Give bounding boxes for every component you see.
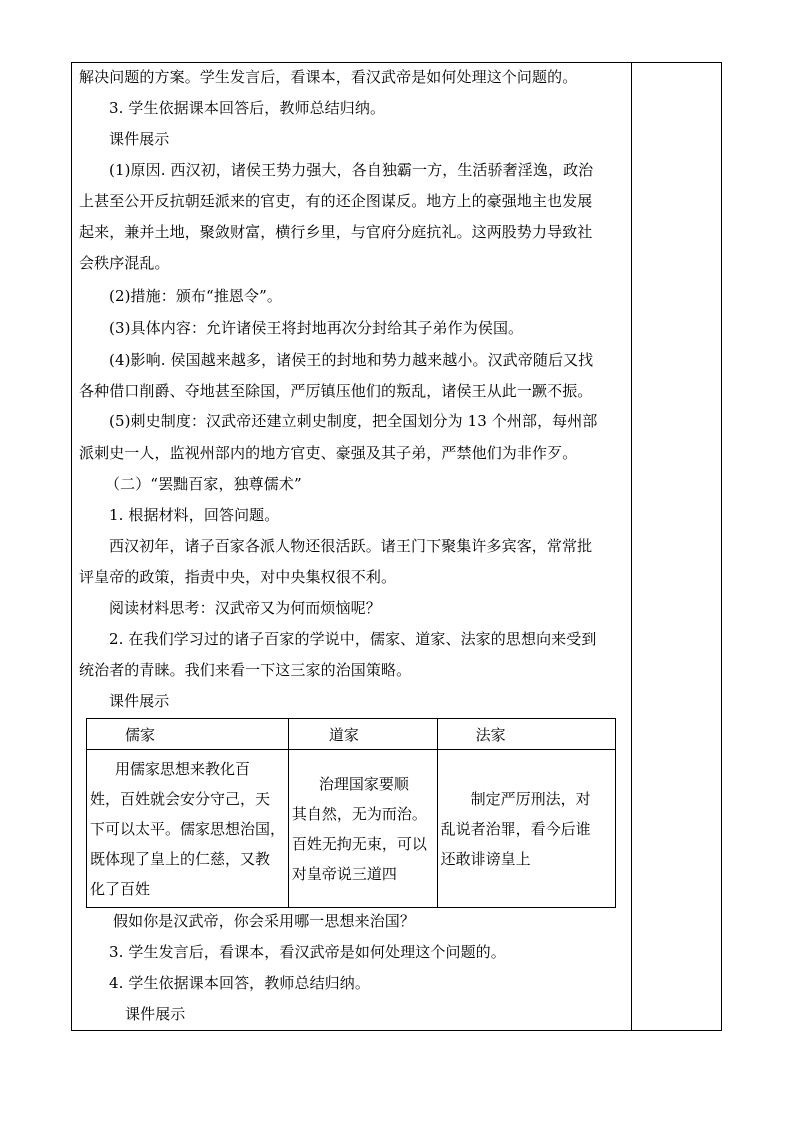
text-line: 评皇帝的政策，指责中央，对中央集权很不利。: [79, 568, 397, 586]
text-line: (3)具体内容：允许诸侯王将封地再次分封给其子弟作为侯国。: [109, 319, 524, 337]
header-cell-ru: [87, 719, 289, 750]
text-line: 课件展示: [125, 1005, 186, 1023]
text-line: (2)措施：颁布“推恩令”。: [109, 287, 282, 305]
text-line: 派刺史一人，监视州部内的地方官吏、豪强及其子弟，严禁他们为非作歹。: [79, 444, 578, 462]
header-cell-dao: [288, 719, 437, 750]
section-heading: （二）“罢黜百家，独尊儒术”: [105, 475, 302, 493]
text-line: 3. 学生依据课本回答后，教师总结归纳。: [109, 99, 386, 117]
text-line: 统治者的青睐。我们来看一下这三家的治国策略。: [79, 661, 412, 679]
schools-comparison-table: [86, 718, 616, 908]
table-cell-fa: [437, 750, 615, 908]
text-line: 假如你是汉武帝，你会采用哪一思想来治国？: [113, 912, 416, 930]
cell-line: 用儒家思想来教化百: [115, 759, 251, 778]
cell-line: 百姓无拘无束，可以: [291, 834, 427, 853]
text-line: 西汉初年，诸子百家各派人物还很活跃。诸王门下聚集许多宾客，常常批: [109, 537, 593, 555]
text-line: 课件展示: [109, 130, 170, 148]
text-line: 上甚至公开反抗朝廷派来的官吏，有的还企图谋反。地方上的豪强地主也发展: [79, 192, 593, 210]
cell-line: 治理国家要顺: [318, 774, 409, 793]
text-line: (5)刺史制度：汉武帝还建立刺史制度，把全国划分为 13 个州部，每州部: [109, 412, 598, 430]
text-line: 2. 在我们学习过的诸子百家的学说中，儒家、道家、法家的思想向来受到: [109, 630, 597, 648]
table-cell-dao: [288, 750, 437, 908]
header-label: 儒家: [125, 725, 156, 744]
text-line: 起来，兼并土地，聚敛财富，横行乡里，与官府分庭抗礼。这两股势力导致社: [79, 223, 593, 241]
cell-line: 乱说者治罪，看今后谁: [440, 819, 591, 838]
header-label: 道家: [328, 725, 359, 744]
text-line: 会秩序混乱。: [79, 254, 170, 272]
cell-line: 既体现了皇上的仁慈，又教: [90, 849, 271, 868]
text-line: (4)影响. 侯国越来越多，诸侯王的封地和势力越来越小。汉武帝随后又找: [109, 351, 594, 369]
text-line: 3. 学生发言后，看课本，看汉武帝是如何处理这个问题的。: [109, 943, 506, 961]
cell-line: 还敢诽谤皇上: [440, 849, 531, 868]
cell-line: 化了百姓: [90, 879, 151, 898]
header-cell-fa: [437, 719, 615, 750]
cell-line: 其自然，无为而治。: [291, 804, 427, 823]
text-line: 课件展示: [109, 692, 170, 710]
text-line: 解决问题的方案。学生发言后，看课本，看汉武帝是如何处理这个问题的。: [79, 68, 578, 86]
text-line: 阅读材料思考：汉武帝又为何而烦恼呢？: [109, 599, 381, 617]
text-line: 各种借口削爵、夺地甚至除国，严厉镇压他们的叛乱，诸侯王从此一蹶不振。: [79, 382, 593, 400]
text-line: (1)原因. 西汉初，诸侯王势力强大，各自独霸一方，生活骄奢淫逸，政治: [109, 161, 594, 179]
cell-line: 对皇帝说三道四: [291, 864, 397, 883]
cell-line: 下可以太平。儒家思想治国，: [90, 819, 286, 838]
header-label: 法家: [475, 725, 506, 744]
cell-line: 制定严厉刑法，对: [470, 789, 591, 808]
text-line: 4. 学生依据课本回答，教师总结归纳。: [109, 974, 370, 992]
cell-line: 姓，百姓就会安分守己，天: [90, 789, 271, 808]
text-line: 1. 根据材料，回答问题。: [109, 506, 280, 524]
table-cell-ru: [87, 750, 289, 908]
